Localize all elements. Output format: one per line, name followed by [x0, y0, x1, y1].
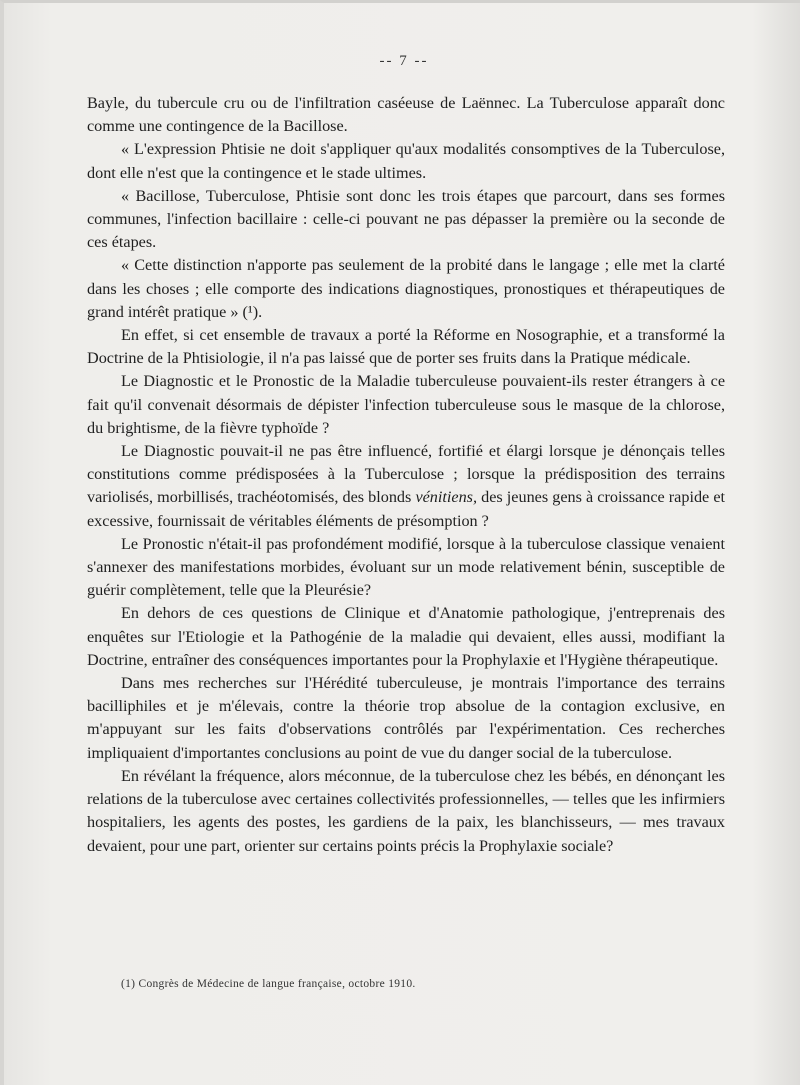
- page-number: -- 7 --: [379, 53, 429, 69]
- paragraph: Le Pronostic n'était-il pas profondément modifié, lorsque à la tuberculose classique venaient s'annexer des manifestations morbides, évoluant sur un mode relativement bénin, susceptible de guérir complètement, telle que la Pleurésie?: [87, 534, 725, 600]
- paragraph: « Cette distinction n'apporte pas seulement de la probité dans le langage ; elle met la clarté dans les choses ; elle comporte des indications diagnostiques, pronostiques et thérapeutiques de grand intérêt pratique » (¹).: [87, 256, 725, 321]
- body-text: [87, 92, 725, 858]
- paragraph: Le Diagnostic et le Pronostic de la Maladie tuberculeuse pouvaient-ils rester étrangers à ce fait qu'il convenait désormais de dépister l'infection tuberculeuse sous le masque de la chlorose, du brightisme, de la fièvre typhoïde ?: [87, 372, 725, 437]
- paragraph: « L'expression Phtisie ne doit s'appliquer qu'aux modalités consomptives de la Tuberculose, dont elle n'est que la contingence et le stade ultimes.: [87, 140, 725, 182]
- italic-term: vénitiens,: [415, 488, 478, 507]
- paragraph: Bayle, du tubercule cru ou de l'infiltration caséeuse de Laënnec. La Tuberculose apparaît donc comme une contingence de la Bacillose.: [87, 94, 725, 136]
- paragraph-text: Le Diagnostic pouvait-il ne pas être influencé, fortifié et élargi lorsque je dénonçais telles constitutions comme prédisposées à la Tuberculose ; lorsque la prédisposition des terrains variolisés, morbillisés, trachéotomisés, des blonds: [87, 442, 725, 507]
- paragraph: « Bacillose, Tuberculose, Phtisie sont donc les trois étapes que parcourt, dans ses formes communes, l'infection bacillaire : celle-ci pouvant ne pas dépasser la première ou la seconde de ces étapes.: [87, 186, 725, 252]
- paragraph: En dehors de ces questions de Clinique et d'Anatomie pathologique, j'entreprenais des enquêtes sur l'Etiologie et la Pathogénie de la maladie qui devaient, elles aussi, modifiant la Doctrine, entraîner des conséquences importantes pour la Prophylaxie et l'Hygiène thérapeutique.: [87, 604, 725, 669]
- paragraph: Dans mes recherches sur l'Hérédité tuberculeuse, je montrais l'importance des terrains bacilliphiles et je m'élevais, contre la théorie trop absolue de la contagion exclusive, en m'appuyant sur les faits d'observations contrôlés par l'expérimentation. Ces recherches impliquaient d'importantes conclusions au point de vue du danger social de la tuberculose.: [87, 674, 725, 762]
- footnote: (1) Congrès de Médecine de langue française, octobre 1910.: [121, 978, 416, 990]
- paragraph-diagnostic: [87, 440, 725, 533]
- paragraph-text: des jeunes gens à croissance rapide et excessive, fournissait de véritables éléments de présomption ?: [87, 488, 726, 530]
- paragraph: En révélant la fréquence, alors méconnue, de la tuberculose chez les bébés, en dénonçant les relations de la tuberculose avec certaines collectivités professionnelles, — telles que les infirmiers hospitaliers, les agents des postes, les gardiens de la paix, les blanchisseurs, — mes travaux devaient, pour une part, orienter sur certains points précis la Prophylaxie sociale?: [87, 766, 725, 855]
- paragraph: En effet, si cet ensemble de travaux a porté la Réforme en Nosographie, et a transformé la Doctrine de la Phtisiologie, il n'a pas laissé que de porter ses fruits dans la Pratique médicale.: [87, 326, 725, 368]
